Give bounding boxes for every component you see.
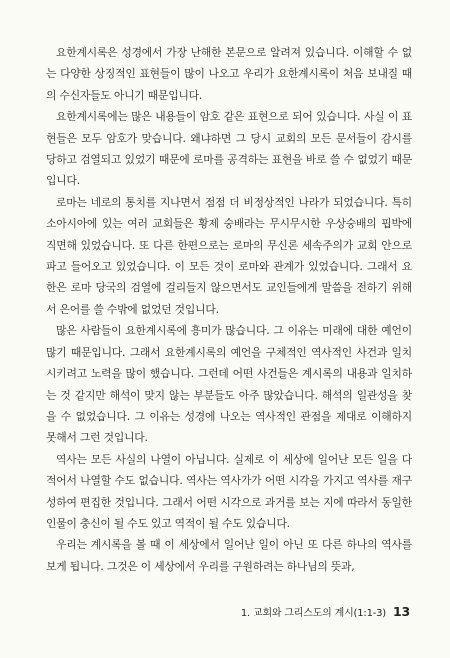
paragraph: 요한계시록에는 많은 내용들이 암호 같은 표현으로 되어 있습니다. 사실 이 표현들은 모두 암호가 맞습니다. 왜냐하면 그 당시 교회의 모든 문서들이 감시를 당하고 검열되고 있었기 때문에 로마를 공격하는 표현을 바로 쓸 수 없었기 때문입니다.: [46, 110, 412, 188]
paragraph: 우리는 계시록을 볼 때 이 세상에서 일어난 일이 아닌 또 다른 하나의 역사를 보게 됩니다. 그것은 이 세상에서 우리를 구원하려는 하나님의 뜻과,: [46, 538, 412, 573]
paragraph: 요한계시록은 성경에서 가장 난해한 본문으로 알려져 있습니다. 이해할 수 없는 다양한 상징적인 표현들이 많이 나오고 우리가 요한계시록이 처음 보내질 때의 수신자들도 아니기 때문입니다.: [46, 46, 412, 102]
paragraph: 많은 사람들이 요한계시록에 흥미가 많습니다. 그 이유는 미래에 대한 예언이 많기 때문입니다. 그래서 요한계시록의 예언을 구체적인 역사적인 사건과 일치시키려고 노력을 많이 했습니다. 그런데 어떤 사건들은 계시록의 내용과 일치하는 것 같지만 해석이 맞지 않는 부분들도 아주 많았습니다. 해석의 일관성을 찾을 수 없었습니다. 그 이유는 성경에 나오는 역사적인 관점을 제대로 이해하지 못해서 그런 것입니다.: [46, 324, 412, 445]
paragraph: 역사는 모든 사실의 나열이 아닙니다. 실제로 이 세상에 일어난 모든 일을 다 적어서 나열할 수도 없습니다. 역사는 역사가가 어떤 시각을 가지고 역사를 재구성하여 편집한 것입니다. 그래서 어떤 시각으로 과거를 보는 지에 따라서 동일한 인물이 충신이 될 수도 있고 역적이 될 수도 있습니다.: [46, 452, 412, 530]
running-head: 1. 교회와 그리스도의 계시(1:1-3): [240, 608, 387, 619]
page-number: 13: [393, 604, 410, 619]
page-footer: [241, 604, 410, 619]
body-text: [46, 42, 412, 577]
paragraph: 로마는 네로의 통치를 지나면서 점점 더 비정상적인 나라가 되었습니다. 특히 소아시아에 있는 여러 교회들은 황제 숭배라는 무시무시한 우상숭배의 핍박에 직면해 있었습니다. 또 다른 한편으로는 로마의 무신론 세속주의가 교회 안으로 파고 들어오고 있었습니다. 이 모든 것이 로마와 관계가 있었습니다. 그래서 요한은 로마 당국의 검열에 걸리들지 않으면서도 교인들에게 말씀을 전하기 위해서 은어를 쓸 수밖에 없었던 것입니다.: [46, 195, 412, 316]
